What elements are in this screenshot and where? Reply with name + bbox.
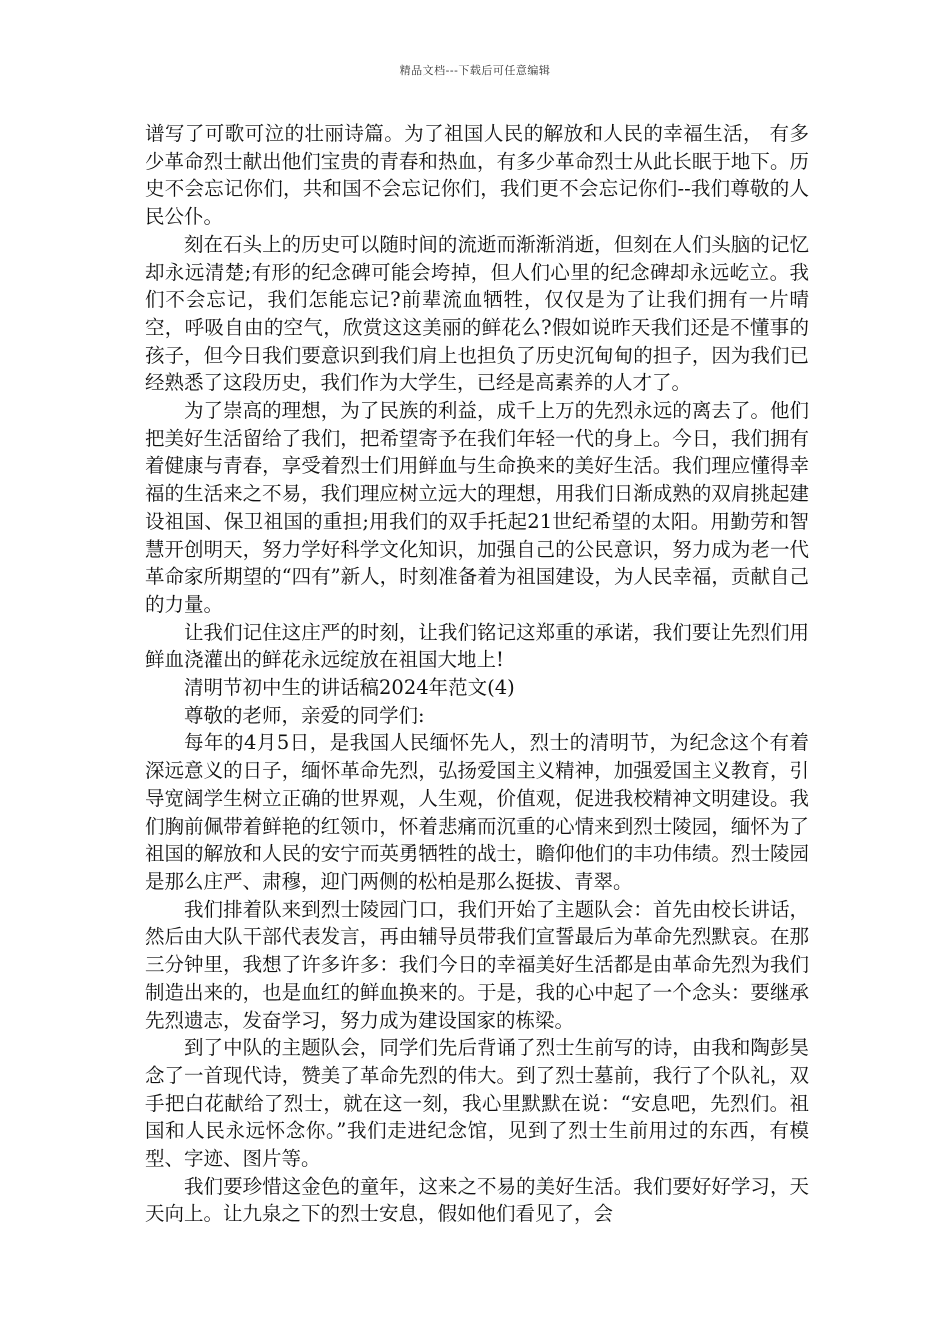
paragraph: 谱写了可歌可泣的壮丽诗篇。为了祖国人民的解放和人民的幸福生活， 有多少革命烈士献出他们宝贵的青春和热血，有多少革命烈士从此长眠于地下。历史不会忘记你们，共和国不会忘记你们，我们更不会忘记你们--我们尊敬的人民公仆。 xyxy=(145,122,809,229)
paragraph: 让我们记住这庄严的时刻，让我们铭记这郑重的承诺，我们要让先烈们用鲜血浇灌出的鲜花永远绽放在祖国大地上! xyxy=(145,620,809,672)
salutation: 尊敬的老师，亲爱的同学们: xyxy=(184,703,425,727)
document-body xyxy=(145,120,809,1228)
paragraph: 为了崇高的理想，为了民族的利益，成千上万的先烈永远的离去了。他们把美好生活留给了我们，把希望寄予在我们年轻一代的身上。今日，我们拥有着健康与青春，享受着烈士们用鲜血与生命换来的美好生活。我们理应懂得幸福的生活来之不易，我们理应树立远大的理想，用我们日渐成熟的双肩挑起建设祖国、保卫祖国的重担;用我们的双手托起21世纪希望的太阳。用勤劳和智慧开创明天，努力学好科学文化知识，加强自己的公民意识，努力成为老一代革命家所期望的“四有”新人，时刻准备着为祖国建设，为人民幸福，贡献自己的力量。 xyxy=(145,399,809,616)
paragraph: 到了中队的主题队会，同学们先后背诵了烈士生前写的诗，由我和陶彭昊念了一首现代诗，赞美了革命先烈的伟大。到了烈士墓前，我行了个队礼，双手把白花献给了烈士，就在这一刻，我心里默默在说：“安息吧，先烈们。祖国和人民永远怀念你。”我们走进纪念馆，见到了烈士生前用过的东西，有模型、字迹、图片等。 xyxy=(145,1036,809,1171)
page-header: 精品文档---下载后可任意编辑 xyxy=(399,64,551,77)
paragraph: 我们排着队来到烈士陵园门口，我们开始了主题队会：首先由校长讲话，然后由大队干部代表发言，再由辅导员带我们宣誓最后为革命先烈默哀。在那三分钟里，我想了许多许多：我们今日的幸福美好生活都是由革命先烈为我们制造出来的，也是血红的鲜血换来的。于是，我的心中起了一个念头：要继承先烈遗志，发奋学习，努力成为建设国家的栋梁。 xyxy=(145,897,809,1032)
paragraph: 刻在石头上的历史可以随时间的流逝而渐渐消逝，但刻在人们头脑的记忆却永远清楚;有形的纪念碑可能会垮掉，但人们心里的纪念碑却永远屹立。我们不会忘记，我们怎能忘记?前辈流血牺牲，仅仅是为了让我们拥有一片晴空，呼吸自由的空气，欣赏这这美丽的鲜花么?假如说昨天我们还是不懂事的孩子，但今日我们要意识到我们肩上也担负了历史沉甸甸的担子，因为我们已经熟悉了这段历史，我们作为大学生，已经是高素养的人才了。 xyxy=(145,232,809,395)
section-title: 清明节初中生的讲话稿2024年范文(4) xyxy=(184,676,515,700)
paragraph: 我们要珍惜这金色的童年，这来之不易的美好生活。我们要好好学习，天天向上。让九泉之下的烈士安息，假如他们看见了，会 xyxy=(145,1174,809,1226)
paragraph: 每年的4月5日，是我国人民缅怀先人，烈士的清明节，为纪念这个有着深远意义的日子，缅怀革命先烈，弘扬爱国主义精神，加强爱国主义教育，引导宽阔学生树立正确的世界观，人生观，价值观，促进我校精神文明建设。我们胸前佩带着鲜艳的红领巾，怀着悲痛而沉重的心情来到烈士陵园，缅怀为了祖国的解放和人民的安宁而英勇牺牲的战士，瞻仰他们的丰功伟绩。烈士陵园是那么庄严、肃穆，迎门两侧的松柏是那么挺拔、青翠。 xyxy=(145,731,809,893)
